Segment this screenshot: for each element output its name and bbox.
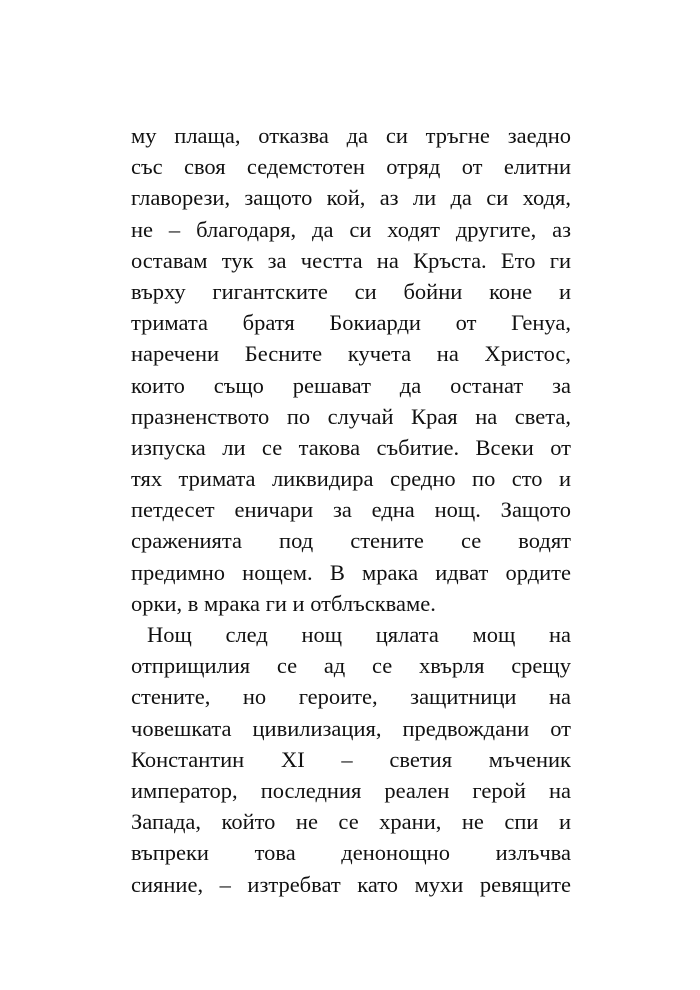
text-line: наречени Бесните кучета на Христос, — [131, 341, 571, 367]
text-line: сраженията под стените се водят — [131, 528, 571, 554]
text-line: император, последния реален герой на — [131, 777, 571, 803]
text-line: петдесет еничари за една нощ. Защото — [131, 497, 571, 523]
paragraph-1 — [131, 120, 571, 619]
text-line: Константин XI – светия мъченик — [131, 746, 571, 772]
text-line: човешката цивилизация, предвождани от — [131, 715, 571, 741]
text-line: празненството по случай Края на света, — [131, 403, 571, 429]
text-line: Запада, който не се храни, не спи и — [131, 809, 571, 835]
text-line: му плаща, отказва да си тръгне заедно — [131, 123, 571, 148]
text-line: главорези, защото кой, аз ли да си ходя, — [131, 185, 571, 211]
text-line: въпреки това денонощно излъчва — [131, 840, 571, 866]
text-line: предимно нощем. В мрака идват ордите — [131, 559, 571, 585]
text-line: Нощ след нощ цялата мощ на — [147, 622, 571, 647]
paragraph-2 — [131, 619, 571, 900]
text-line: които също решават да останат за — [131, 372, 571, 398]
text-line: изпуска ли се такова събитие. Всеки от — [131, 434, 571, 460]
text-line: стените, но героите, защитници на — [131, 684, 571, 710]
text-line: оставам тук за честта на Кръста. Ето ги — [131, 247, 571, 273]
body-text — [131, 120, 571, 900]
text-line: сияние, – изтребват като мухи ревящите — [131, 871, 571, 897]
text-line: тримата братя Бокиарди от Генуа, — [131, 310, 571, 336]
text-line: не – благодаря, да си ходят другите, аз — [131, 216, 571, 242]
text-line: орки, в мрака ги и отблъскваме. — [131, 590, 436, 616]
text-line: отприщилия се ад се хвърля срещу — [131, 653, 571, 679]
text-line: със своя седемстотен отряд от елитни — [131, 154, 571, 180]
text-line: тях тримата ликвидира средно по сто и — [131, 466, 571, 492]
text-line: върху гигантските си бойни коне и — [131, 278, 571, 304]
